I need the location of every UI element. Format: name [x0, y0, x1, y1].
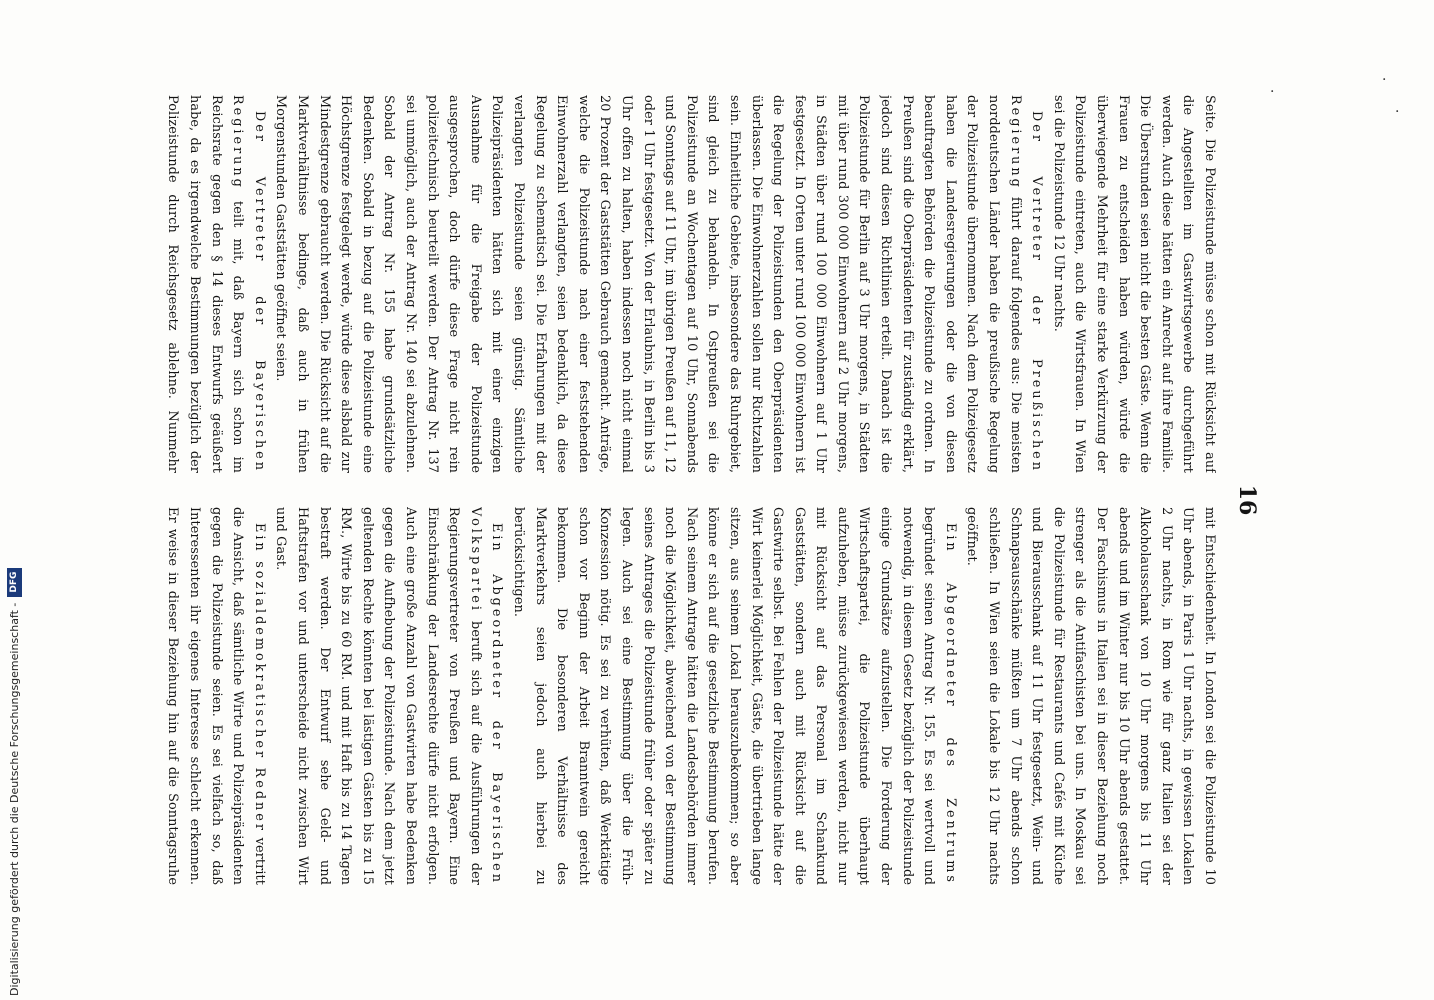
paragraph: Der Vertreter der Preußischen Regierung führt darauf folgendes aus: Die meisten norddeutschen Länder haben die preußische Regelung der Polizeistunde übernommen. Nach dem Polizeigesetz haben die Landesregierungen oder die von diesen beauftragten Behörden die Polizeistunde zu ordnen. In Preußen sind die Oberpräsidenten für zuständig erklärt, jedoch sind diesen Richtlinien erteilt. Danach ist die Polizeistunde für Berlin auf 3 Uhr morgens, in Städten mit über rund 300 000 Einwohnern auf 2 Uhr morgens, in Städten über rund 100 000 Einwohnern auf 1 Uhr festgesetzt. In Orten unter rund 100 000 Einwohnern ist die Regelung der Polizeistunden den Oberpräsidenten überlassen. Die Einwohnerzahlen sollen nur Richtzahlen sein. Einheitliche Gebiete, insbesondere das Ruhrgebiet, sind gleich zu behandeln. In Ostpreußen sei die Polizeistunde an Wochentagen auf 10 Uhr, Sonnabends und Sonntags auf 11 Uhr, im übrigen Preußen auf 11, 12 oder 1 Uhr festgesetzt. Von der Erlaubnis, in Berlin bis 3 Uhr offen zu halten, haben indessen noch nicht einmal 20 Prozent der Gaststätten Gebrauch gemacht. Anträge, welche die Polizeistunde nach einer feststehenden Einwohnerzahl verlangten, seien bedenklich, da diese Regelung zu schematisch sei. Die Erfahrungen mit der verlangten Polizeistunde seien günstig. Sämtliche Polizeipräsidenten hätten sich mit einer einzigen Ausnahme für die Freigabe der Polizeistunde ausgesprochen, doch dürfe diese Frage nicht rein polizeitechnisch beurteilt werden. Der Antrag Nr. 137 sei unmöglich, auch der Antrag Nr. 140 sei abzulehnen. Sobald der Antrag Nr. 155 habe grundsätzliche Bedenken. Sobald in bezug auf die Polizeistunde eine Höchstgrenze festgelegt werde, würde diese alsbald zur Mindestgrenze gebraucht werden. Die Rücksicht auf die Marktverhältnisse bedinge, daß auch in frühen Morgenstunden Gaststätten geöffnet seien.	[273, 95, 1045, 473]
scan-speck: ·	[1395, 104, 1400, 120]
speaker-lead: Ein Abgeordneter der Bayerischen Volkspartei	[467, 507, 505, 885]
paragraph: Der Vertreter der Bayerischen Regierung teilt mit, daß Bayern sich schon im Reichsrate gegen den § 14 dieses Entwurfs geäußert habe, da es irgendwelche Bestimmungen bezüglich der Polizeistunde durch Reichsgesetz ablehne. Nunmehr	[165, 95, 267, 473]
page-number: 16	[1234, 484, 1260, 516]
speaker-lead: Der Vertreter der Preußischen Regierung	[1007, 95, 1045, 473]
paragraph: mit Entschiedenheit. In London sei die Polizeistunde 10 Uhr abends, in Paris 1 Uhr nachts, in gewissen Lokalen 2 Uhr nachts, in Rom wie für ganz Italien sei der Alkoholausschank von 10 Uhr morgens bis 11 Uhr abends und im Winter nur bis 10 Uhr abends gestattet. Der Faschismus in Italien sei in dieser Beziehung noch strenger als die Antifaschisten bei uns. In Moskau sei die Polizeistunde für Restaurants und Cafés mit Küche und Bierausschank auf 11 Uhr festgesetzt, Wein- und Schnapsausschänke müßten um 7 Uhr abends schon schließen. In Wien seien die Lokale bis 12 Uhr nachts geöffnet.	[964, 507, 1217, 885]
paragraph: Seite. Die Polizeistunde müsse schon mit Rücksicht auf die Angestellten im Gastwirtsgewerbe durchgeführt werden. Auch diese hätten ein Anrecht auf ihre Familie. Die Überstunden seien nicht die besten Gäste. Wenn die Frauen zu entscheiden haben würden, würde die überwiegende Mehrheit für eine starke Verkürzung der Polizeistunde eintreten, auch die Wirtsfrauen. In Wien sei die Polizeistunde 12 Uhr nachts.	[1050, 95, 1217, 473]
scan-speck: ·	[1270, 84, 1275, 100]
rotated-page	[140, 95, 1260, 905]
speaker-lead: Ein Abgeordneter des Zentrums	[942, 523, 958, 885]
paragraph: Ein Abgeordneter der Bayerischen Volkspartei beruft sich auf die Ausführungen der Regierungsvertreter von Preußen und Bayern. Eine Einschränkung der Landesrechte dürfe nicht erfolgen. Auch eine große Anzahl von Gastwirten habe Bedenken gegen die Aufhebung der Polizeistunde. Nach dem jetzt geltenden Rechte könnten bei lästigen Gästen bis zu 15 RM., Wirte bis zu 60 RM. und mit Haft bis zu 14 Tagen bestraft werden. Der Entwurf sehe Geld- und Haftstrafen vor und unterscheide nicht zwischen Wirt und Gast.	[273, 507, 505, 885]
credit-text: Digitalisierung gefördert durch die Deutsche Forschungsgemeinschaft -	[7, 602, 21, 996]
speaker-lead: Der Vertreter der Bayerischen Regierung	[230, 95, 267, 473]
paragraph: Ein sozialdemokratischer Redner vertritt die Ansicht, daß sämtliche Wirte und Polizeipräsidenten gegen die Polizeistunde seien. Es sei vielfach so, daß Interessenten ihr eigenes Interesse schlecht erkennen. Er weise in dieser Beziehung hin auf die Sonntagsruhe	[165, 507, 267, 885]
speaker-lead: Ein sozialdemokratischer Redner	[251, 523, 267, 833]
paragraph: Ein Abgeordneter des Zentrums begründet seinen Antrag Nr. 155. Es sei wertvoll und notwendig, in diesem Gesetz bezüglich der Polizeistunde einige Grundsätze aufzustellen. Die Forderung der Wirtschaftspartei, die Polizeistunde überhaupt aufzuheben, müsse zurückgewiesen werden, nicht nur mit Rücksicht auf das Personal im Schankund Gaststätten, sondern auch mit Rücksicht auf die Gastwirte selbst. Bei Fehlen der Polizeistunde hätte der Wirt keinerlei Möglichkeit, Gäste, die übertrieben lange sitzen, aus seinem Lokal herauszubekommen; so aber könne er sich auf die gesetzliche Bestimmung berufen. Nach seinem Antrage hätten die Landesbehörden immer noch die Möglichkeit, abweichend von der Bestimmung seines Antrages die Polizeistunde früher oder später zu legen. Auch sei eine Bestimmung über die Früh-Konzession nötig. Es sei zu verhüten, daß Werktätige schon vor Beginn der Arbeit Branntwein gereicht bekommen. Die besonderen Verhältnisse des Marktverkehrs seien jedoch auch hierbei zu berücksichtigen.	[511, 507, 958, 885]
dfg-logo: DFG	[7, 568, 22, 597]
text-column-left	[160, 95, 1220, 473]
digitization-credit	[6, 6, 22, 996]
scan-speck: ·	[1382, 72, 1387, 88]
text-column-right	[160, 507, 1220, 885]
